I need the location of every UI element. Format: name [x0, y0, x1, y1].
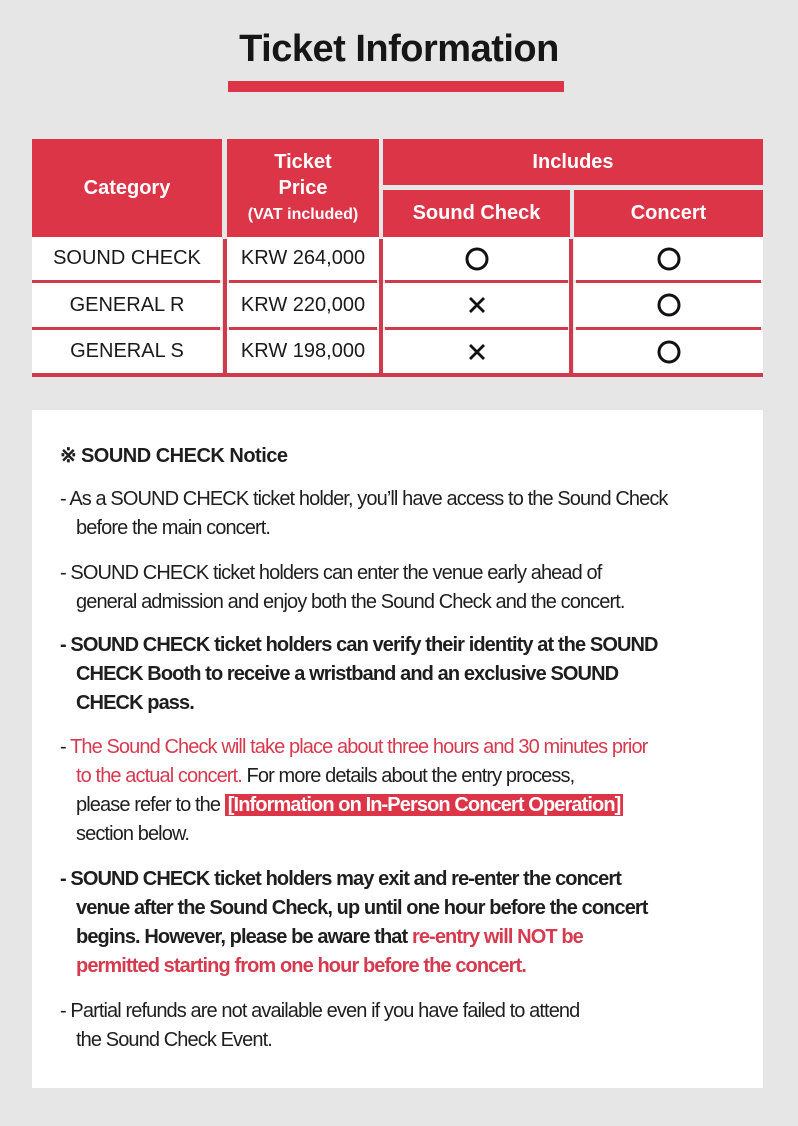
header-price-note: (VAT included)	[247, 206, 359, 223]
notice-heading-text: SOUND CHECK Notice	[80, 445, 288, 467]
notice-item-3-line-1: - SOUND CHECK ticket holders can verify their identity at the SOUND	[60, 634, 658, 656]
notice-item-2-line-1: - SOUND CHECK ticket holders can enter the venue early ahead of	[60, 562, 602, 584]
ticket-table	[32, 139, 763, 378]
table-cell-concert	[574, 237, 763, 280]
header-includes-label: Includes	[532, 150, 614, 173]
notice-item-3-line-2: CHECK Booth to receive a wristband and an exclusive SOUND	[76, 663, 619, 685]
title-underline	[228, 81, 564, 92]
notice-item-4-line-2	[76, 762, 574, 791]
reference-mark-icon: ※	[60, 445, 77, 467]
notice-item-4-line-3	[76, 791, 623, 820]
table-cell-category	[32, 237, 222, 280]
header-includes	[383, 139, 763, 185]
header-concert	[574, 190, 763, 237]
notice-item-4-line-2-rest: For more details about the entry process,	[241, 765, 575, 787]
column-divider	[223, 239, 227, 373]
notice-item-6-line-1: - Partial refunds are not available even if you have failed to attend	[60, 1000, 580, 1022]
header-price	[227, 139, 379, 237]
table-cell-price	[227, 283, 379, 327]
concert-operation-link[interactable]: [Information on In-Person Concert Operation]	[225, 794, 624, 816]
notice-item-1-line-1: - As a SOUND CHECK ticket holder, you’ll have access to the Sound Check	[60, 488, 668, 510]
notice-item-5-line-4: permitted starting from one hour before the concert.	[76, 955, 526, 977]
table-cell-concert	[574, 283, 763, 327]
notice-item-4-line-4: section below.	[76, 823, 190, 845]
circle-icon	[657, 247, 681, 271]
header-price-line1: Ticket	[274, 151, 332, 173]
notice-item-6-line-2: the Sound Check Event.	[76, 1029, 272, 1051]
circle-icon	[657, 293, 681, 317]
circle-icon	[657, 340, 681, 364]
column-divider	[569, 239, 573, 373]
table-cell-price	[227, 237, 379, 280]
header-sound-check-label: Sound Check	[412, 202, 541, 224]
cross-icon	[465, 293, 489, 317]
notice-item-5-line-3	[76, 923, 583, 952]
header-concert-label: Concert	[630, 202, 707, 224]
table-cell-price	[227, 330, 379, 373]
table-cell-category	[32, 330, 222, 373]
column-divider	[379, 239, 383, 373]
table-cell-sound-check	[383, 237, 570, 280]
header-category-label: Category	[83, 176, 171, 199]
category-label: GENERAL R	[69, 293, 185, 316]
notice-item-3-line-3: CHECK pass.	[76, 692, 194, 714]
notice-item-4-line-1	[60, 733, 647, 762]
notice-item-4-line-3-pre: please refer to the	[76, 794, 225, 816]
table-cell-sound-check	[383, 283, 570, 327]
header-category	[32, 139, 222, 237]
table-cell-sound-check	[383, 330, 570, 373]
table-cell-concert	[574, 330, 763, 373]
table-bottom-border	[32, 373, 763, 377]
header-sound-check	[383, 190, 570, 237]
page-title: Ticket Information	[239, 28, 559, 70]
header-price-line2: Price	[278, 177, 328, 199]
notice-item-5-line-3-pre: begins. However, please be aware that	[76, 926, 412, 948]
notice-item-4-red-1: The Sound Check will take place about three hours and 30 minutes prior	[70, 736, 648, 758]
category-label: GENERAL S	[70, 340, 184, 362]
price-value: KRW 264,000	[240, 247, 366, 269]
notice-heading	[60, 442, 288, 471]
table-cell-category	[32, 283, 222, 327]
notice-item-1-line-2: before the main concert.	[76, 517, 271, 539]
notice-item-5-line-2: venue after the Sound Check, up until one hour before the concert	[76, 897, 648, 919]
notice-item-2-line-2: general admission and enjoy both the Sound Check and the concert.	[76, 591, 625, 613]
notice-item-5-red-1: re-entry will NOT be	[411, 926, 583, 948]
category-label: SOUND CHECK	[53, 247, 201, 269]
circle-icon	[465, 247, 489, 271]
cross-icon	[465, 340, 489, 364]
notice-item-4-red-2: to the actual concert.	[76, 765, 242, 787]
notice-item-5-line-1: - SOUND CHECK ticket holders may exit and re-enter the concert	[60, 868, 622, 890]
price-value: KRW 220,000	[240, 293, 366, 316]
price-value: KRW 198,000	[240, 340, 366, 362]
notice-item-4-dash: -	[60, 736, 71, 758]
